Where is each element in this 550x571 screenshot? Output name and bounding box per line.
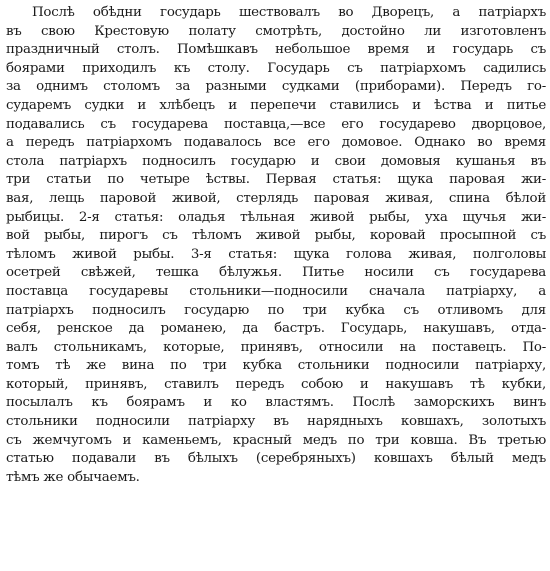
text-line: который, принявъ, ставилъ передъ собою и накушавъ тѣ кубки,: [6, 376, 546, 392]
text-line: томъ тѣ же вина по три кубка стольники подносили патріарху,: [6, 358, 546, 374]
text-line: вая, лещь паровой живой, стерлядь паровая живая, спина бѣлой: [6, 190, 546, 206]
body-paragraph: [6, 4, 546, 487]
text-line: боярами приходилъ къ столу. Государь съ патріархомъ садились: [6, 60, 546, 76]
text-line: тѣмъ же обычаемъ.: [6, 469, 140, 485]
text-line: осетрей свѣжей, тешка бѣлужья. Питье носили съ государева: [6, 265, 546, 281]
text-line: стола патріархъ подносилъ государю и свои домовыя кушанья въ: [6, 153, 546, 169]
text-line: подавались съ государева поставца,—все его государево дворцовое,: [6, 116, 546, 132]
text-line: за однимъ столомъ за разными судками (приборами). Передъ го-: [6, 79, 546, 95]
text-line: патріархъ подносилъ государю по три кубка съ отливомъ для: [6, 302, 546, 318]
text-line: три статьи по четыре ѣствы. Первая статья: щука паровая жи-: [6, 172, 546, 188]
text-line: сударемъ судки и хлѣбецъ и перепечи ставились и ѣства и питье: [6, 97, 546, 113]
text-line: статью подавали въ бѣлыхъ (серебряныхъ) ковшахъ бѣлый медъ: [6, 451, 546, 467]
text-line: себя, ренское да романею, да бастръ. Государь, накушавъ, отда-: [6, 321, 546, 337]
text-line: валъ стольникамъ, которые, принявъ, относили на поставецъ. По-: [6, 339, 546, 355]
text-line: вой рыбы, пирогъ съ тѣломъ живой рыбы, коровай просыпной съ: [6, 228, 546, 244]
text-line: праздничный столъ. Помѣшкавъ небольшое время и государь съ: [6, 42, 546, 58]
text-line: поставца государевы стольники—подносили сначала патріарху, а: [6, 283, 546, 299]
text-line: рыбицы. 2-я статья: оладья тѣльная живой рыбы, уха щучья жи-: [6, 209, 546, 225]
text-line: съ жемчугомъ и каменьемъ, красный медъ по три ковша. Въ третью: [6, 432, 546, 448]
text-line: Послѣ обѣдни государь шествовалъ во Дворецъ, а патріархъ: [32, 5, 546, 20]
text-line: а передъ патріархомъ подавалось все его домовое. Однако во время: [6, 135, 546, 151]
text-line: стольники подносили патріарху въ нарядныхъ ковшахъ, золотыхъ: [6, 414, 546, 430]
text-line: тѣломъ живой рыбы. 3-я статья: щука голова живая, полголовы: [6, 246, 546, 262]
text-line: въ свою Крестовую полату смотрѣть, достойно ли изготовленъ: [6, 23, 546, 39]
text-line: посылалъ къ боярамъ и ко властямъ. Послѣ заморскихъ винъ: [6, 395, 546, 411]
